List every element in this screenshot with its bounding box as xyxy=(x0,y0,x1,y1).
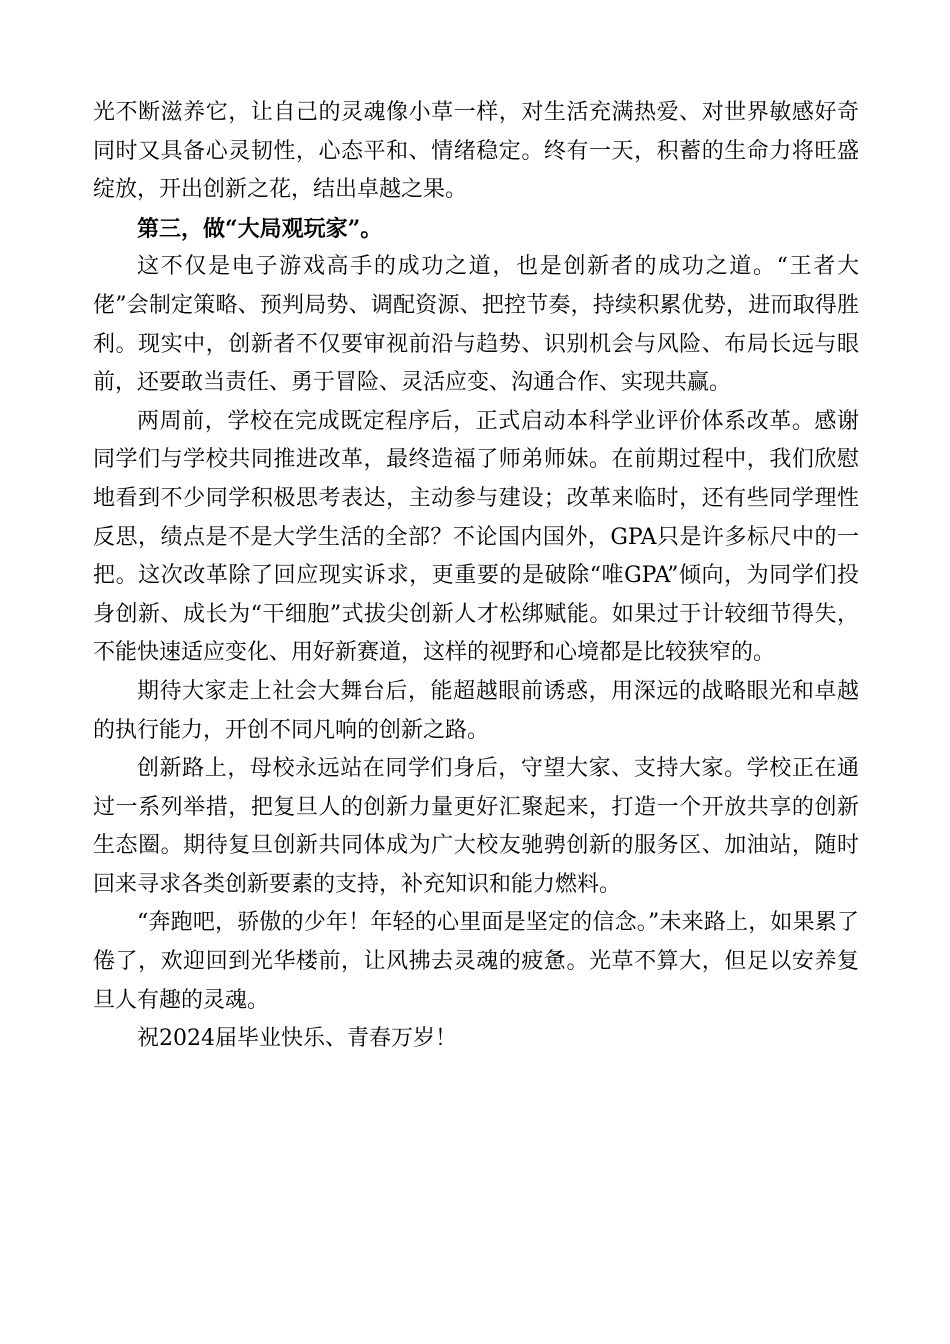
document-page xyxy=(93,94,859,1059)
paragraph-big-picture-player: 这不仅是电子游戏高手的成功之道，也是创新者的成功之道。“王者大佬”会制定策略、预判局势、调配资源、把控节奏，持续积累优势，进而取得胜利。现实中，创新者不仅要审视前沿与趋势、识别机会与风险、布局长远与眼前，还要敢当责任、勇于冒险、灵活应变、沟通合作、实现共赢。 xyxy=(93,254,859,396)
section-heading-third: 第三，做“大局观玩家”。 xyxy=(137,215,383,242)
paragraph-continuation: 光不断滋养它，让自己的灵魂像小草一样，对生活充满热爱、对世界敏感好奇同时又具备心灵韧性，心态平和、情绪稳定。终有一天，积蓄的生命力将旺盛绽放，开出创新之花，结出卓越之果。 xyxy=(93,100,859,203)
paragraph-expectation: 期待大家走上社会大舞台后，能超越眼前诱惑，用深远的战略眼光和卓越的执行能力，开创不同凡响的创新之路。 xyxy=(93,678,859,743)
paragraph-run-young: “奔跑吧，骄傲的少年！年轻的心里面是坚定的信念。”未来路上，如果累了倦了，欢迎回到光华楼前，让风拂去灵魂的疲惫。光草不算大，但足以安养复旦人有趣的灵魂。 xyxy=(93,910,859,1013)
paragraph-evaluation-reform: 两周前，学校在完成既定程序后，正式启动本科学业评价体系改革。感谢同学们与学校共同推进改革，最终造福了师弟师妹。在前期过程中，我们欣慰地看到不少同学积极思考表达，主动参与建设；改革来临时，还有些同学理性反思，绩点是不是大学生活的全部？不论国内国外，GPA只是许多标尺中的一把。这次改革除了回应现实诉求，更重要的是破除“唯GPA”倾向，为同学们投身创新、成长为“干细胞”式拔尖创新人才松绑赋能。如果过于计较细节得失，不能快速适应变化、用好新赛道，这样的视野和心境都是比较狭窄的。 xyxy=(93,408,859,666)
paragraph-alma-mater-support: 创新路上，母校永远站在同学们身后，守望大家、支持大家。学校正在通过一系列举措，把复旦人的创新力量更好汇聚起来，打造一个开放共享的创新生态圈。期待复旦创新共同体成为广大校友驰骋创新的服务区、加油站，随时回来寻求各类创新要素的支持，补充知识和能力燃料。 xyxy=(93,756,859,897)
paragraph-graduation-wish: 祝2024届毕业快乐、青春万岁！ xyxy=(137,1026,457,1052)
